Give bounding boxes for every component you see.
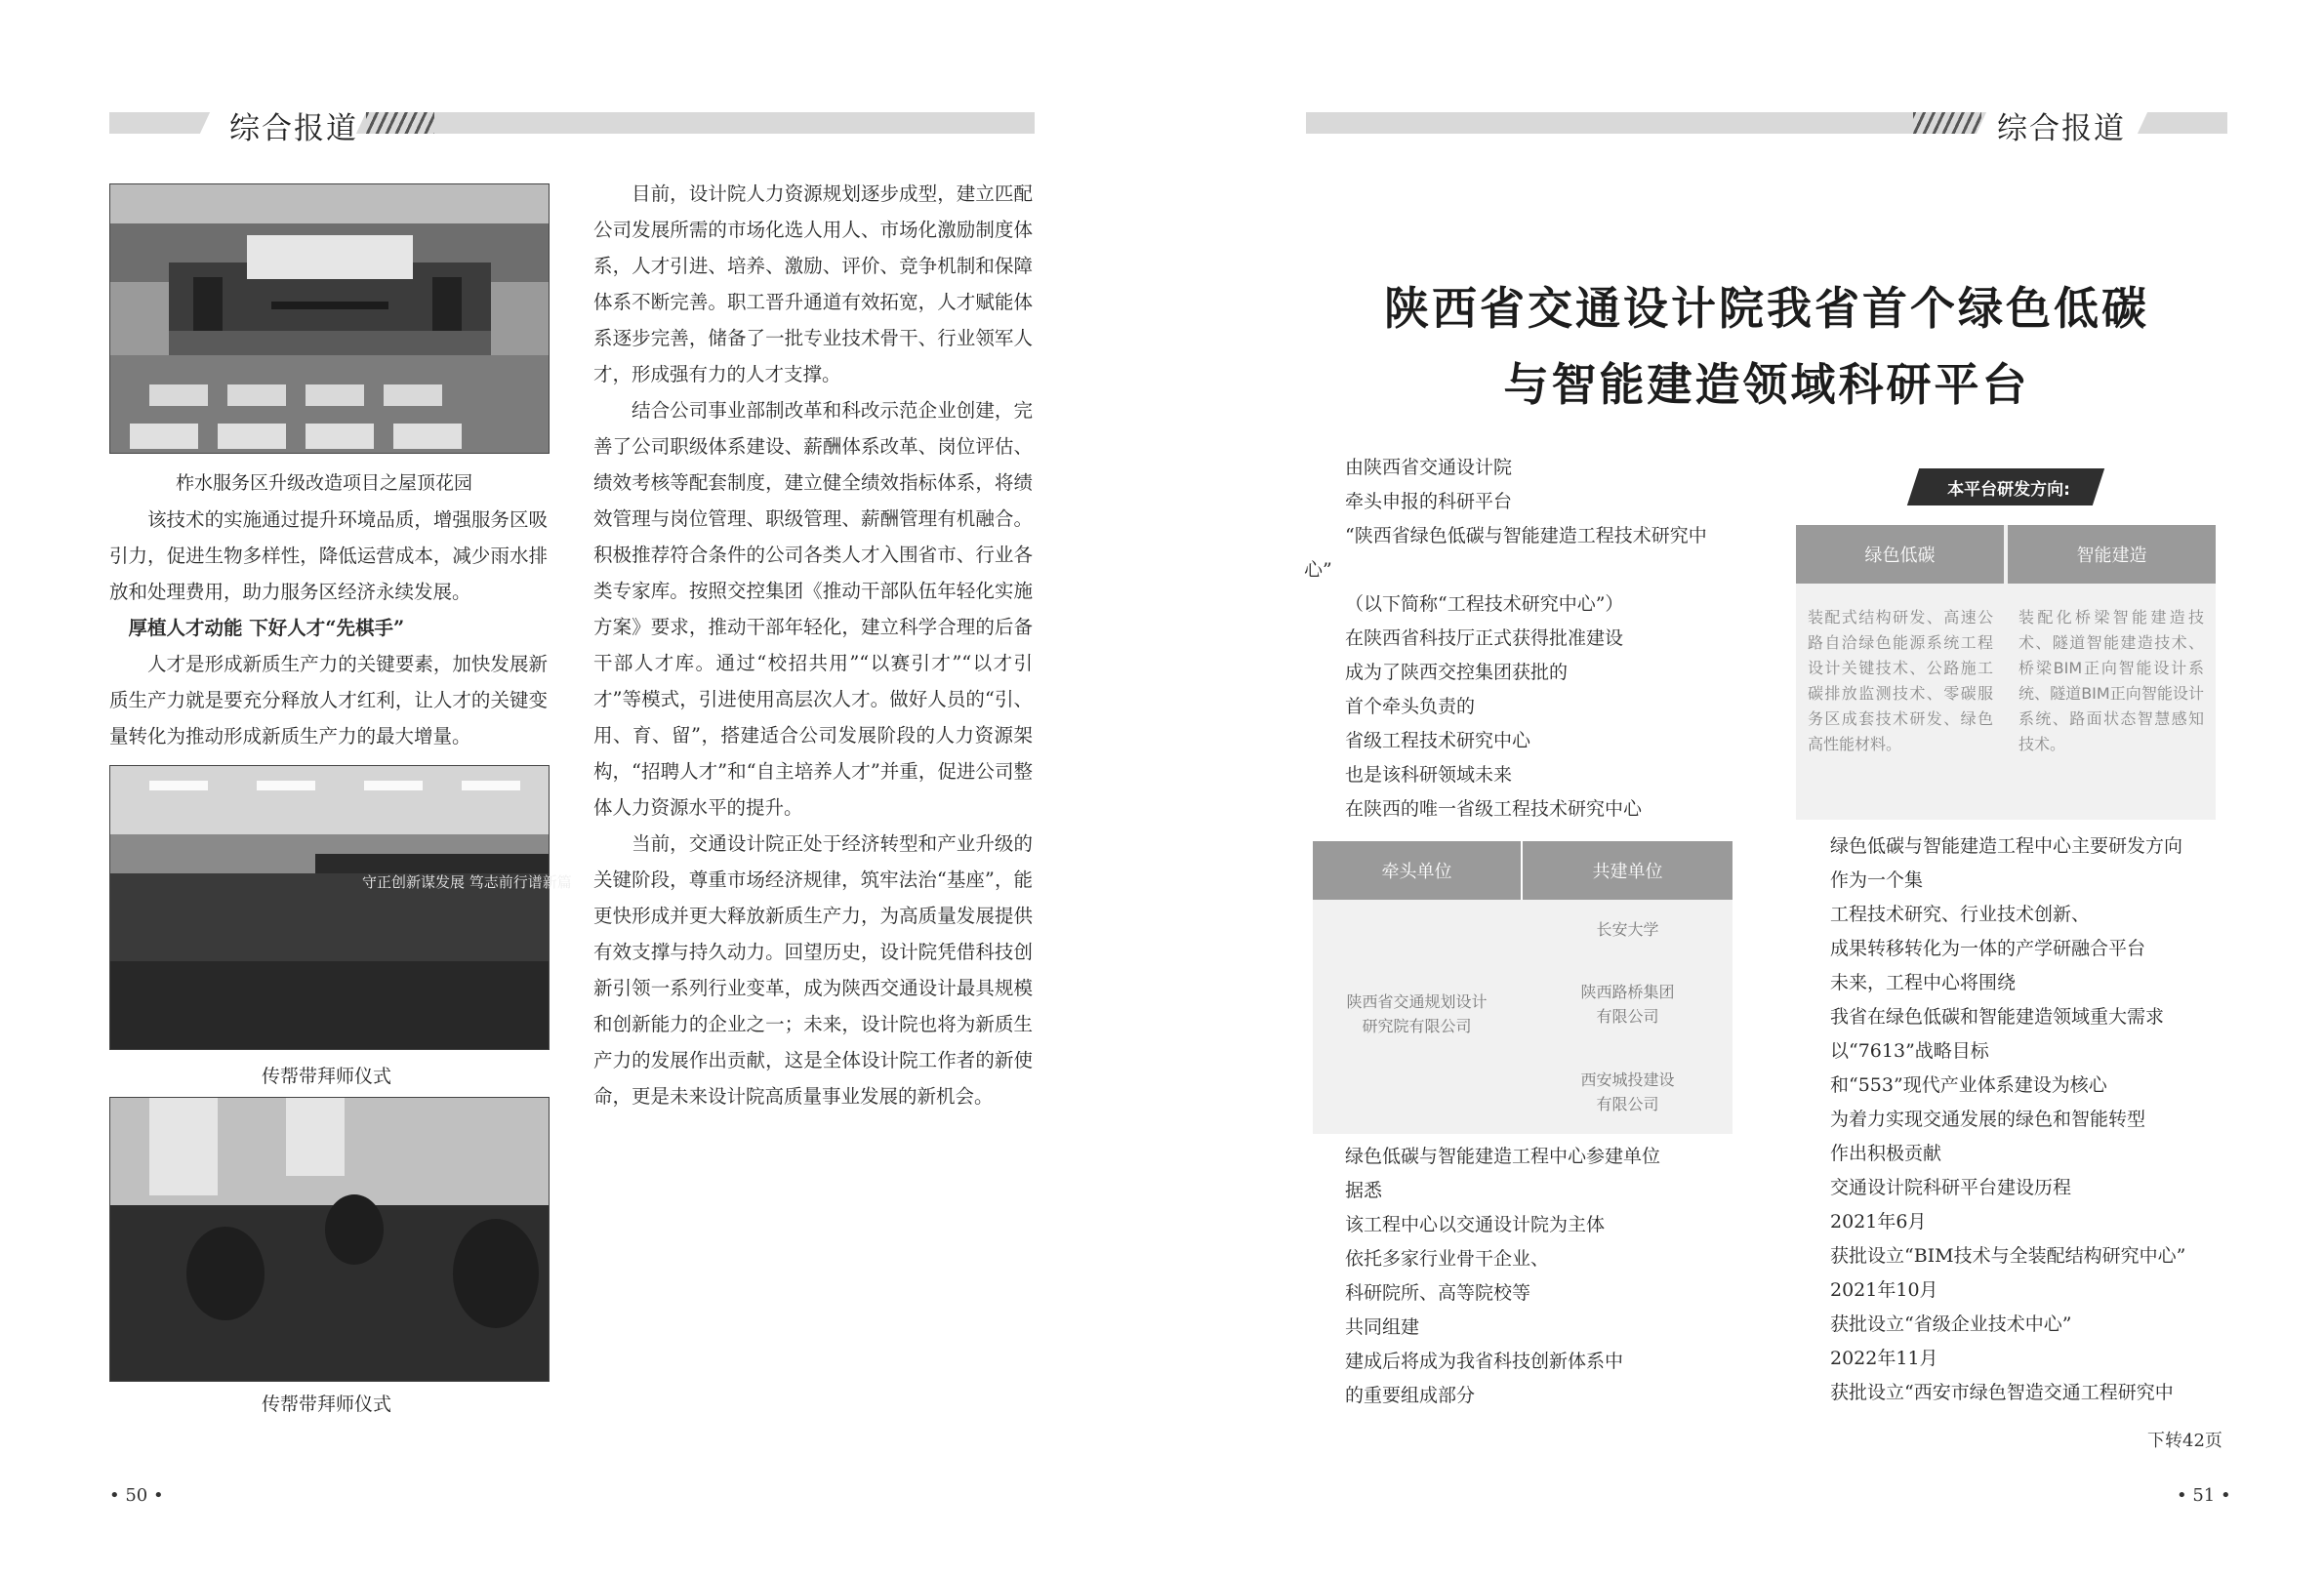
paragraph: 目前，设计院人力资源规划逐步成型，建立匹配公司发展所需的市场化选人用人、市场化激励制度体系，人才引进、培养、激励、评价、竞争机制和保障体系不断完善。职工晋升通道有效拓宽，人才赋能体系逐步完善，储备了一批专业技术骨干、行业领军人才，形成强有力的人才支撑。 xyxy=(593,182,1033,385)
paragraph: 当前，交通设计院正处于经济转型和产业升级的关键阶段，尊重市场经济规律，筑牢法治“基座”，能更快形成并更大释放新质生产力，为高质量发展提供有效支撑与持久动力。回望历史，设计院凭借科技创新引领一系列行业变革，成为陕西交通设计最具规模和创新能力的企业之一；未来，设计院也将为新质生产力的发展作出贡献，这是全体设计院工作者的新使命，更是未来设计院高质量事业发展的新机会。 xyxy=(593,832,1033,1108)
line: 由陕西省交通设计院 xyxy=(1345,457,1513,478)
rooftop-garden-photo xyxy=(109,183,550,454)
left-column-1 xyxy=(109,502,548,754)
line: 省级工程技术研究中心 xyxy=(1345,730,1531,751)
stage-banner-text: 守正创新谋发展 笃志前行谱新篇 xyxy=(362,873,572,891)
line: 作出积极贡献 xyxy=(1830,1143,1942,1164)
rd-banner-label: 本平台研发方向: xyxy=(1947,480,2070,500)
article-title xyxy=(1306,273,2227,414)
lead-unit-cell: 陕西省交通规划设计 研究院有限公司 xyxy=(1346,992,1488,1035)
right-page-number: • 51 • xyxy=(2177,1485,2231,1506)
paragraph: 该技术的实施通过提升环境品质，增强服务区吸引力，促进生物多样性，降低运营成本，减少雨水排放和处理费用，助力服务区经济永续发展。 xyxy=(109,508,548,603)
paragraph: 人才是形成新质生产力的关键要素，加快发展新质生产力就是要充分释放人才红利，让人才的关键变量转化为推动形成新质生产力的最大增量。 xyxy=(109,653,548,748)
line: 依托多家行业骨干企业、 xyxy=(1345,1248,1550,1270)
rd-col2-header: 智能建造 xyxy=(2008,525,2216,584)
right-header-stripes xyxy=(1913,112,1981,134)
subheading: 厚植人才动能 下好人才“先棋手” xyxy=(128,617,405,639)
title-line-1: 陕西省交通设计院我省首个绿色低碳 xyxy=(1384,282,2149,335)
partner-cell: 陕西路桥集团 有限公司 xyxy=(1580,983,1675,1026)
paragraph: 结合公司事业部制改革和科改示范企业创建，完善了公司职级体系建设、薪酬体系改革、岗位评估、绩效考核等配套制度，建立健全绩效指标体系，将绩效管理与岗位管理、职级管理、薪酬管理有机融合。积极推荐符合条件的公司各类人才入围省市、行业各类专家库。按照交控集团《推动干部队伍年轻化实施方案》要求，推动干部年轻化，建立科学合理的后备干部人才库。通过“校招共用”“以赛引才”“以才引才”等模式，引进使用高层次人才。做好人员的“引、用、育、留”，搭建适合公司发展阶段的人力资源架构，“招聘人才”和“自主培养人才”并重，促进公司整体人力资源水平的提升。 xyxy=(593,399,1033,819)
line: 以“7613”战略目标 xyxy=(1830,1040,1989,1062)
table-divider xyxy=(1521,841,1523,900)
line: 据悉 xyxy=(1345,1180,1383,1201)
line: （以下简称“工程技术研究中心”） xyxy=(1345,593,1624,615)
line: 成为了陕西交控集团获批的 xyxy=(1345,662,1569,683)
participating-units-table xyxy=(1313,841,1733,1134)
line: 2021年10月 xyxy=(1830,1279,1938,1301)
line: 也是该科研领域未来 xyxy=(1345,764,1513,786)
line: 绿色低碳与智能建造工程中心参建单位 xyxy=(1345,1146,1661,1167)
ceremony-hall-illustration xyxy=(110,766,549,1049)
partner-cell: 长安大学 xyxy=(1596,920,1659,939)
line: “陕西省绿色低碳与智能建造工程技术研究中 xyxy=(1345,525,1707,546)
rd-col1-text: 装配式结构研发、高速公路自洽绿色能源系统工程设计关键技术、公路施工碳排放监测技术、零碳服务区成套技术研发、绿色高性能材料。 xyxy=(1808,608,1993,753)
line: 成果转移转化为一体的产学研融合平台 xyxy=(1830,938,2146,959)
apprenticeship-illustration xyxy=(110,1098,549,1381)
line: 该工程中心以交通设计院为主体 xyxy=(1345,1214,1606,1235)
line: 作为一个集 xyxy=(1830,869,1924,891)
line: 科研院所、高等院校等 xyxy=(1345,1282,1531,1304)
line: 绿色低碳与智能建造工程中心主要研发方向 xyxy=(1830,835,2183,857)
line: 的重要组成部分 xyxy=(1345,1385,1476,1406)
title-line-2: 与智能建造领域科研平台 xyxy=(1503,358,2030,411)
line: 和“553”现代产业体系建设为核心 xyxy=(1830,1074,2107,1096)
line: 2021年6月 xyxy=(1830,1211,1927,1233)
line: 获批设立“省级企业技术中心” xyxy=(1830,1313,2072,1335)
photo1-caption: 柞水服务区升级改造项目之屋顶花园 xyxy=(176,472,473,494)
left-header-stripes xyxy=(366,112,434,134)
line: 心” xyxy=(1304,559,1332,581)
intro-lines xyxy=(1304,451,1707,827)
rd-col2-text: 装配化桥梁智能建造技术、隧道智能建造技术、桥梁BIM正向智能设计系统、隧道BIM正向智能设计系统、路面状态智慧感知技术。 xyxy=(2018,608,2204,753)
rd-col1-header: 绿色低碳 xyxy=(1796,525,2004,584)
section-label: 综合报道 xyxy=(1997,111,2126,146)
left-page-number: • 50 • xyxy=(109,1485,164,1506)
line: 2022年11月 xyxy=(1830,1348,1938,1369)
line: 共同组建 xyxy=(1345,1316,1420,1338)
lead-unit-header: 牵头单位 xyxy=(1313,841,1521,900)
ceremony-hall-photo xyxy=(109,765,572,1050)
rooftop-garden-illustration xyxy=(110,184,549,453)
line: 获批设立“BIM技术与全装配结构研究中心” xyxy=(1830,1245,2186,1267)
line: 在陕西的唯一省级工程技术研究中心 xyxy=(1345,798,1643,820)
rd-directions-box xyxy=(1796,459,2216,820)
partner-unit-header: 共建单位 xyxy=(1523,841,1733,900)
line: 交通设计院科研平台建设历程 xyxy=(1830,1177,2072,1198)
left-column-2 xyxy=(593,176,1033,1114)
line: 未来，工程中心将围绕 xyxy=(1830,972,2017,993)
line: 建成后将成为我省科技创新体系中 xyxy=(1345,1351,1624,1372)
partner-cell: 西安城投建设 有限公司 xyxy=(1580,1071,1675,1113)
line: 为着力实现交通发展的绿色和智能转型 xyxy=(1830,1109,2146,1130)
line: 在陕西省科技厅正式获得批准建设 xyxy=(1345,627,1624,649)
line: 首个牵头负责的 xyxy=(1345,696,1476,717)
line: 工程技术研究、行业技术创新、 xyxy=(1830,904,2091,925)
line: 获批设立“西安市绿色智造交通工程研究中 xyxy=(1830,1382,2174,1403)
continued-note: 下转42页 xyxy=(2147,1431,2222,1451)
line: 我省在绿色低碳和智能建造领域重大需求 xyxy=(1830,1006,2165,1028)
section-label: 综合报道 xyxy=(229,111,358,146)
line: 牵头申报的科研平台 xyxy=(1345,491,1513,512)
participants-lines xyxy=(1345,1140,1660,1413)
photo3-caption: 传帮带拜师仪式 xyxy=(262,1394,392,1415)
rd-summary-lines xyxy=(1830,829,2185,1410)
photo2-caption: 传帮带拜师仪式 xyxy=(262,1066,392,1087)
apprenticeship-photo xyxy=(109,1097,550,1382)
